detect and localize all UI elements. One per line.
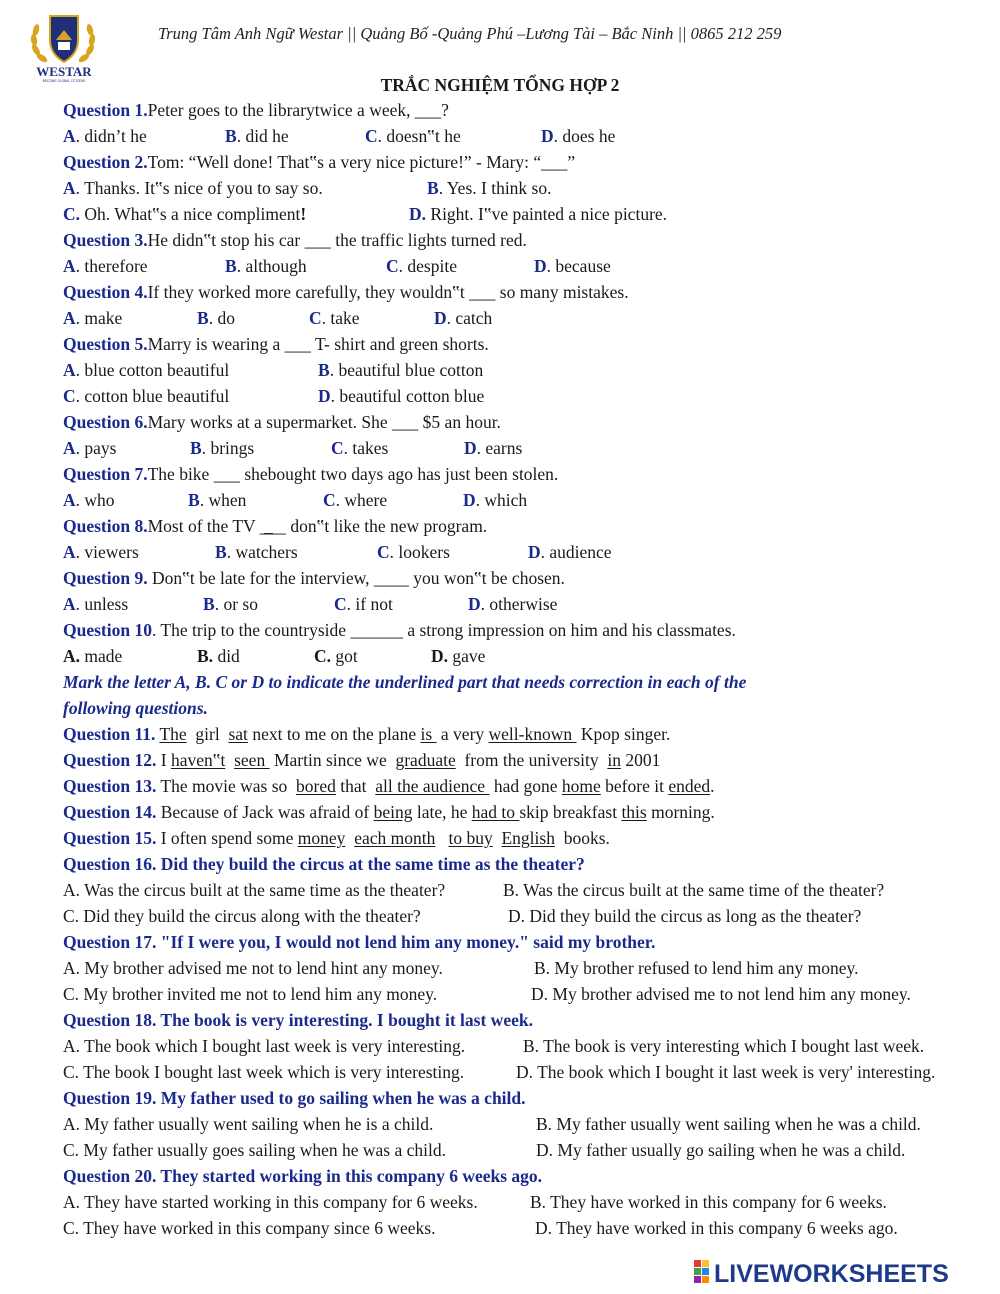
underlined-part: ended: [668, 776, 711, 796]
option-c: C. got: [314, 646, 358, 666]
option-d: D. because: [534, 256, 611, 276]
liveworksheets-icon: [694, 1260, 709, 1283]
option-c: C. lookers: [377, 542, 450, 562]
logo-text: WESTAR: [36, 64, 92, 79]
option-c: C. where: [323, 490, 388, 510]
option-c: C. if not: [334, 594, 393, 614]
option-a: A. pays: [63, 438, 117, 458]
westar-logo-emblem: [22, 10, 106, 82]
option-a: A. They have started working in this company for 6 weeks.: [63, 1192, 478, 1212]
option-a: A. made: [63, 646, 123, 666]
question-9-text: Don‟t be late for the interview, ____ you won‟t be chosen.: [147, 568, 565, 588]
option-d: D. audience: [528, 542, 612, 562]
question-8-text: Most of the TV _̲__ don‟t like the new program.: [147, 516, 488, 536]
option-d: D. catch: [434, 308, 493, 328]
question-10-text: . The trip to the countryside ______ a strong impression on him and his classmates.: [151, 620, 736, 640]
underlined-part: all the audience: [375, 776, 490, 796]
underlined-part: each month: [354, 828, 436, 848]
westar-logo: [22, 10, 106, 82]
option-c: C. doesn‟t he: [365, 126, 461, 146]
option-c: C. cotton blue beautiful: [63, 386, 230, 406]
question-10: [63, 619, 736, 641]
question-5-label: Question 5.: [63, 334, 148, 354]
option-d: D. otherwise: [468, 594, 558, 614]
question-9-label: Question 9.: [63, 568, 148, 588]
question-8: [63, 515, 487, 537]
instruction-line-1: Mark the letter A, B. C or D to indicate the underlined part that needs correction in each of the: [63, 672, 747, 692]
question-7-text: The bike ___ shebought two days ago has just been stolen.: [147, 464, 559, 484]
underlined-part: haven‟t: [170, 750, 226, 770]
option-c: C. Oh. What‟s a nice compliment!: [63, 204, 307, 224]
option-c: C. The book I bought last week which is very interesting.: [63, 1062, 465, 1082]
underlined-part: being: [373, 802, 413, 822]
question-11: Question 11. The girl sat next to me on the plane is a very well-known Kpop singer.: [63, 724, 671, 744]
option-d: D. Did they build the circus as long as the theater?: [508, 906, 862, 926]
center-info-header: Trung Tâm Anh Ngữ Westar || Quảng Bố -Quảng Phú –Lương Tài – Bắc Ninh || 0865 212 259: [158, 24, 782, 43]
option-d: D. The book which I bought it last week is very' interesting.: [516, 1062, 936, 1082]
logo-tagline: BECOME GLOBAL CITIZENS: [42, 79, 86, 82]
question-2-text: Tom: “Well done! That‟s a very nice picture!” - Mary: “___”: [147, 152, 576, 172]
question-4-label: Question 4.: [63, 282, 148, 302]
instruction-line-2: following questions.: [63, 698, 208, 718]
option-d: D. gave: [431, 646, 486, 666]
option-b: B. did: [197, 646, 240, 666]
question-12: Question 12. I haven‟t seen Martin since we graduate from the university in 2001: [63, 750, 661, 770]
option-d: D. earns: [464, 438, 523, 458]
underlined-part: The: [159, 724, 187, 744]
question-8-label: Question 8.: [63, 516, 148, 536]
underlined-part: home: [561, 776, 601, 796]
page-title: TRẮC NGHIỆM TỔNG HỢP 2: [380, 75, 620, 95]
option-a: A. who: [63, 490, 115, 510]
underlined-part: graduate: [395, 750, 456, 770]
option-d: D. beautiful cotton blue: [318, 386, 485, 406]
question-7: [63, 463, 558, 485]
option-a: A. didn’t he: [63, 126, 147, 146]
option-b: B. or so: [203, 594, 258, 614]
option-c: C. They have worked in this company since 6 weeks.: [63, 1218, 436, 1238]
liveworksheets-brand: LIVEWORKSHEETS: [714, 1260, 949, 1288]
question-19: Question 19. My father used to go sailing when he was a child.: [63, 1088, 526, 1108]
option-a: A. My father usually went sailing when he is a child.: [63, 1114, 434, 1134]
option-a: A. therefore: [63, 256, 148, 276]
option-d: D. My brother advised me to not lend him any money.: [531, 984, 911, 1004]
question-13: Question 13. The movie was so bored that all the audience had gone home before it ended.: [63, 776, 715, 796]
option-b: B. brings: [190, 438, 255, 458]
question-3: [63, 229, 527, 251]
option-a: A. viewers: [63, 542, 139, 562]
question-3-label: Question 3.: [63, 230, 148, 250]
option-d: D. which: [463, 490, 528, 510]
question-6: [63, 411, 501, 433]
question-3-text: He didn‟t stop his car ___ the traffic lights turned red.: [147, 230, 527, 250]
underlined-part: this: [621, 802, 647, 822]
question-4: [63, 281, 629, 303]
option-b: B. My father usually went sailing when he was a child.: [536, 1114, 921, 1134]
option-d: D. They have worked in this company 6 weeks ago.: [535, 1218, 898, 1238]
option-d: D. My father usually go sailing when he was a child.: [536, 1140, 906, 1160]
question-6-label: Question 6.: [63, 412, 148, 432]
question-7-label: Question 7.: [63, 464, 148, 484]
underlined-part: had to: [471, 802, 520, 822]
question-1-label: Question 1.: [63, 100, 148, 120]
option-b: B. although: [225, 256, 307, 276]
option-d: D. does he: [541, 126, 616, 146]
question-1-text: Peter goes to the librarytwice a week, ___?: [147, 100, 449, 120]
option-b: B. watchers: [215, 542, 298, 562]
question-18: Question 18. The book is very interesting. I bought it last week.: [63, 1010, 533, 1030]
question-14: Question 14. Because of Jack was afraid of being late, he had to skip breakfast this morning.: [63, 802, 715, 822]
question-5: [63, 333, 489, 355]
question-2: [63, 151, 575, 173]
question-9: [63, 567, 565, 589]
underlined-part: English: [501, 828, 555, 848]
option-c: C. takes: [331, 438, 389, 458]
option-c: C. My father usually goes sailing when he was a child.: [63, 1140, 446, 1160]
question-17: Question 17. "If I were you, I would not lend him any money." said my brother.: [63, 932, 656, 952]
underlined-part: is: [420, 724, 437, 744]
option-a: A. Thanks. It‟s nice of you to say so.: [63, 178, 323, 198]
option-a: A. Was the circus built at the same time as the theater?: [63, 880, 446, 900]
option-b: B. Was the circus built at the same time of the theater?: [503, 880, 885, 900]
option-a: A. blue cotton beautiful: [63, 360, 230, 380]
underlined-part: well-known: [488, 724, 577, 744]
underlined-part: to buy: [448, 828, 493, 848]
underlined-part: money: [297, 828, 346, 848]
option-b: B. They have worked in this company for 6 weeks.: [530, 1192, 887, 1212]
option-a: A. The book which I bought last week is very interesting.: [63, 1036, 466, 1056]
question-16: Question 16. Did they build the circus at the same time as the theater?: [63, 854, 585, 874]
option-b: B. when: [188, 490, 247, 510]
underlined-part: seen: [234, 750, 270, 770]
option-b: B. did he: [225, 126, 289, 146]
option-c: C. take: [309, 308, 360, 328]
question-1: [63, 99, 449, 121]
question-6-text: Mary works at a supermarket. She ___ $5 an hour.: [147, 412, 501, 432]
option-c: C. despite: [386, 256, 457, 276]
option-b: B. The book is very interesting which I bought last week.: [523, 1036, 925, 1056]
liveworksheets-footer: [692, 1254, 992, 1288]
underlined-part: sat: [228, 724, 248, 744]
option-d: D. Right. I‟ve painted a nice picture.: [409, 204, 668, 224]
question-4-text: If they worked more carefully, they wouldn‟t ___ so many mistakes.: [147, 282, 629, 302]
option-c: C. My brother invited me not to lend him any money.: [63, 984, 438, 1004]
question-10-label: Question 10: [63, 620, 152, 640]
option-b: B. My brother refused to lend him any money.: [534, 958, 859, 978]
underlined-part: in: [607, 750, 621, 770]
underlined-part: bored: [296, 776, 336, 796]
option-a: A. make: [63, 308, 123, 328]
option-b: B. beautiful blue cotton: [318, 360, 484, 380]
option-b: B. Yes. I think so.: [427, 178, 552, 198]
question-20: Question 20. They started working in this company 6 weeks ago.: [63, 1166, 543, 1186]
question-5-text: Marry is wearing a ___ T- shirt and green shorts.: [147, 334, 489, 354]
option-b: B. do: [197, 308, 235, 328]
option-a: A. My brother advised me not to lend hint any money.: [63, 958, 443, 978]
question-2-label: Question 2.: [63, 152, 148, 172]
option-a: A. unless: [63, 594, 129, 614]
question-15: Question 15. I often spend some money each month to buy English books.: [63, 828, 610, 848]
option-c: C. Did they build the circus along with the theater?: [63, 906, 421, 926]
